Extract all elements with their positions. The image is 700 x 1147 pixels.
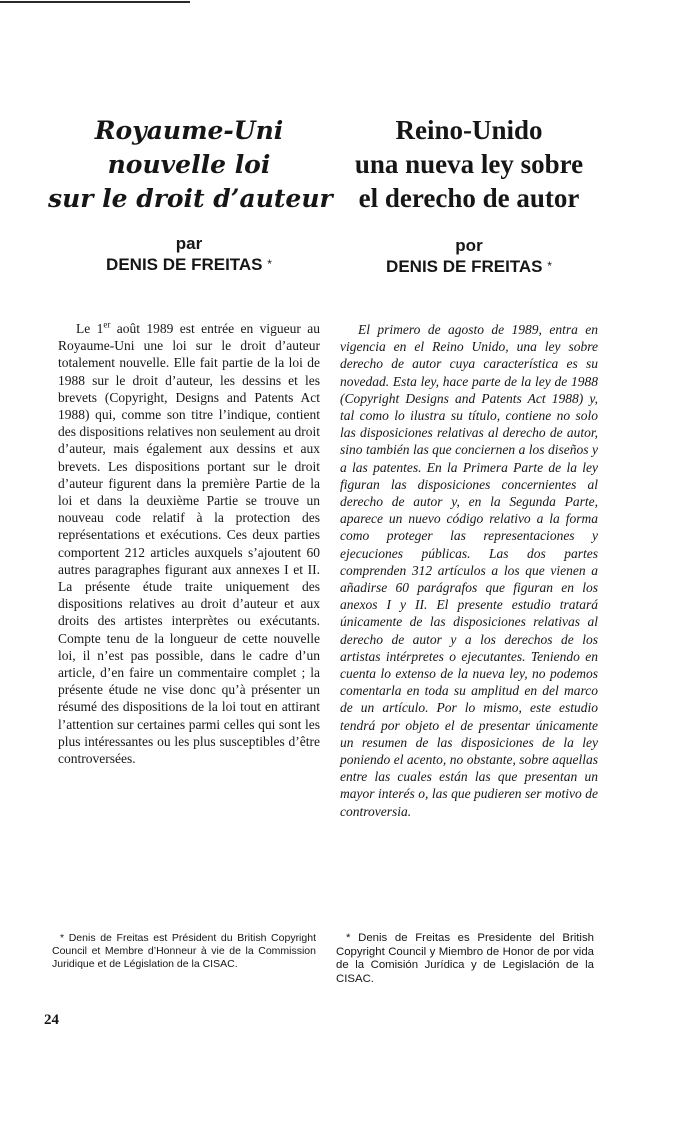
french-title-line-1: Royaume-Uni [94, 116, 284, 145]
french-title-line-3: sur le droit d’auteur [48, 184, 333, 213]
spanish-title-line-1: Reino-Unido [395, 115, 543, 145]
french-title-line-2: nouvelle loi [107, 150, 271, 179]
spanish-byline-prefix: por [455, 236, 483, 255]
french-byline [58, 233, 320, 275]
spanish-title-line-2: una nueva ley sobre [354, 149, 584, 179]
french-footnote-marker: * [267, 257, 272, 271]
top-rule [0, 1, 190, 3]
spanish-footnote: * Denis de Freitas es Presidente del British Copyright Council y Miembro de Honor de por vida de la Comisión Jurídica y de Legislación de la CISAC. [336, 932, 594, 985]
page-number: 24 [44, 1012, 59, 1028]
french-byline-prefix: par [175, 234, 203, 253]
spanish-byline [338, 235, 600, 277]
spanish-author: DENIS DE FREITAS [386, 257, 543, 276]
spanish-title-line-3: el derecho de autor [358, 183, 580, 213]
french-body-text: Le 1er août 1989 est entrée en vigueur au Royaume-Uni une loi sur le droit d’auteur totalement nouvelle. Elle fait partie de la loi de 1988 sur le droit d’auteur, les dessins et les brevets (Copyright, Designs and Patents Act 1988) qui, comme son titre l’indique, contient des dispositions relatives non seulement au droit d’auteur, mais également aux dessins et aux brevets. Les dispositions portant sur le droit d’auteur figurent dans la première Partie de la loi et dans la deuxième Partie se trouve un nouveau code relatif à la protection des représentations et exécutions. Ces deux parties comportent 212 articles auxquels s’ajoutent 60 autres paragraphes figurant aux annexes I et II. La présente étude traite uniquement des dispositions relatives au droit d’auteur et aux droits des artistes interprètes ou exécutants. Compte tenu de la longueur de cette nouvelle loi, il n’est pas possible, dans le cadre d’un article, d’en faire un commentaire complet ; la présente étude ne vise donc qu’à présenter un résumé des dispositions de la loi tout en attirant l’attention sur certaines parmi celles qui sont les plus intéressantes ou les plus susceptibles d’être controversées. [58, 319, 320, 767]
spanish-title [338, 113, 600, 215]
spanish-footnote-marker: * [547, 259, 552, 273]
french-footnote: * Denis de Freitas est Président du British Copyright Council et Membre d’Honneur à vie de la Commission Juridique et de Législation de la CISAC. [52, 932, 316, 970]
french-author: DENIS DE FREITAS [106, 255, 263, 274]
spanish-body-text: El primero de agosto de 1989, entra en vigencia en el Reino Unido, una ley sobre derecho de autor cuya característica es su novedad. Esta ley, hace parte de la ley de 1988 (Copyright Designs and Patents Act 1988) y, tal como lo ilustra su título, contiene no solo las disposiciones relativas al derecho de autor, sino también las que conciernen a los diseños y a las patentes. En la Primera Parte de la ley figuran las disposiciones concernientes al derecho de autor y, en la Segunda Parte, aparece un nuevo código relativo a la forma como proteger las representaciones y ejecuciones públicas. Las dos partes comprenden 312 artículos a los que vienen a añadirse 60 parágrafos que figuran en los anexos I y II. El presente estudio tratará únicamente de las disposiciones relativas al derecho de autor y a los derechos de los artistas intérpretes o ejecutantes. Teniendo en cuenta lo extenso de la nueva ley, no podemos comentarla en toda su amplitud en del marco de un artículo. Por lo mismo, este estudio tendrá por objeto el de presentar únicamente un resumen de las disposiciones de la ley poniendo el acento, no obstante, sobre aquellas entre las cuales están las que presentan un mayor interés o, las que pudieren ser motivo de controversia. [340, 322, 598, 819]
french-author-line [58, 254, 320, 275]
french-title [48, 114, 333, 216]
spanish-author-line [338, 256, 600, 277]
